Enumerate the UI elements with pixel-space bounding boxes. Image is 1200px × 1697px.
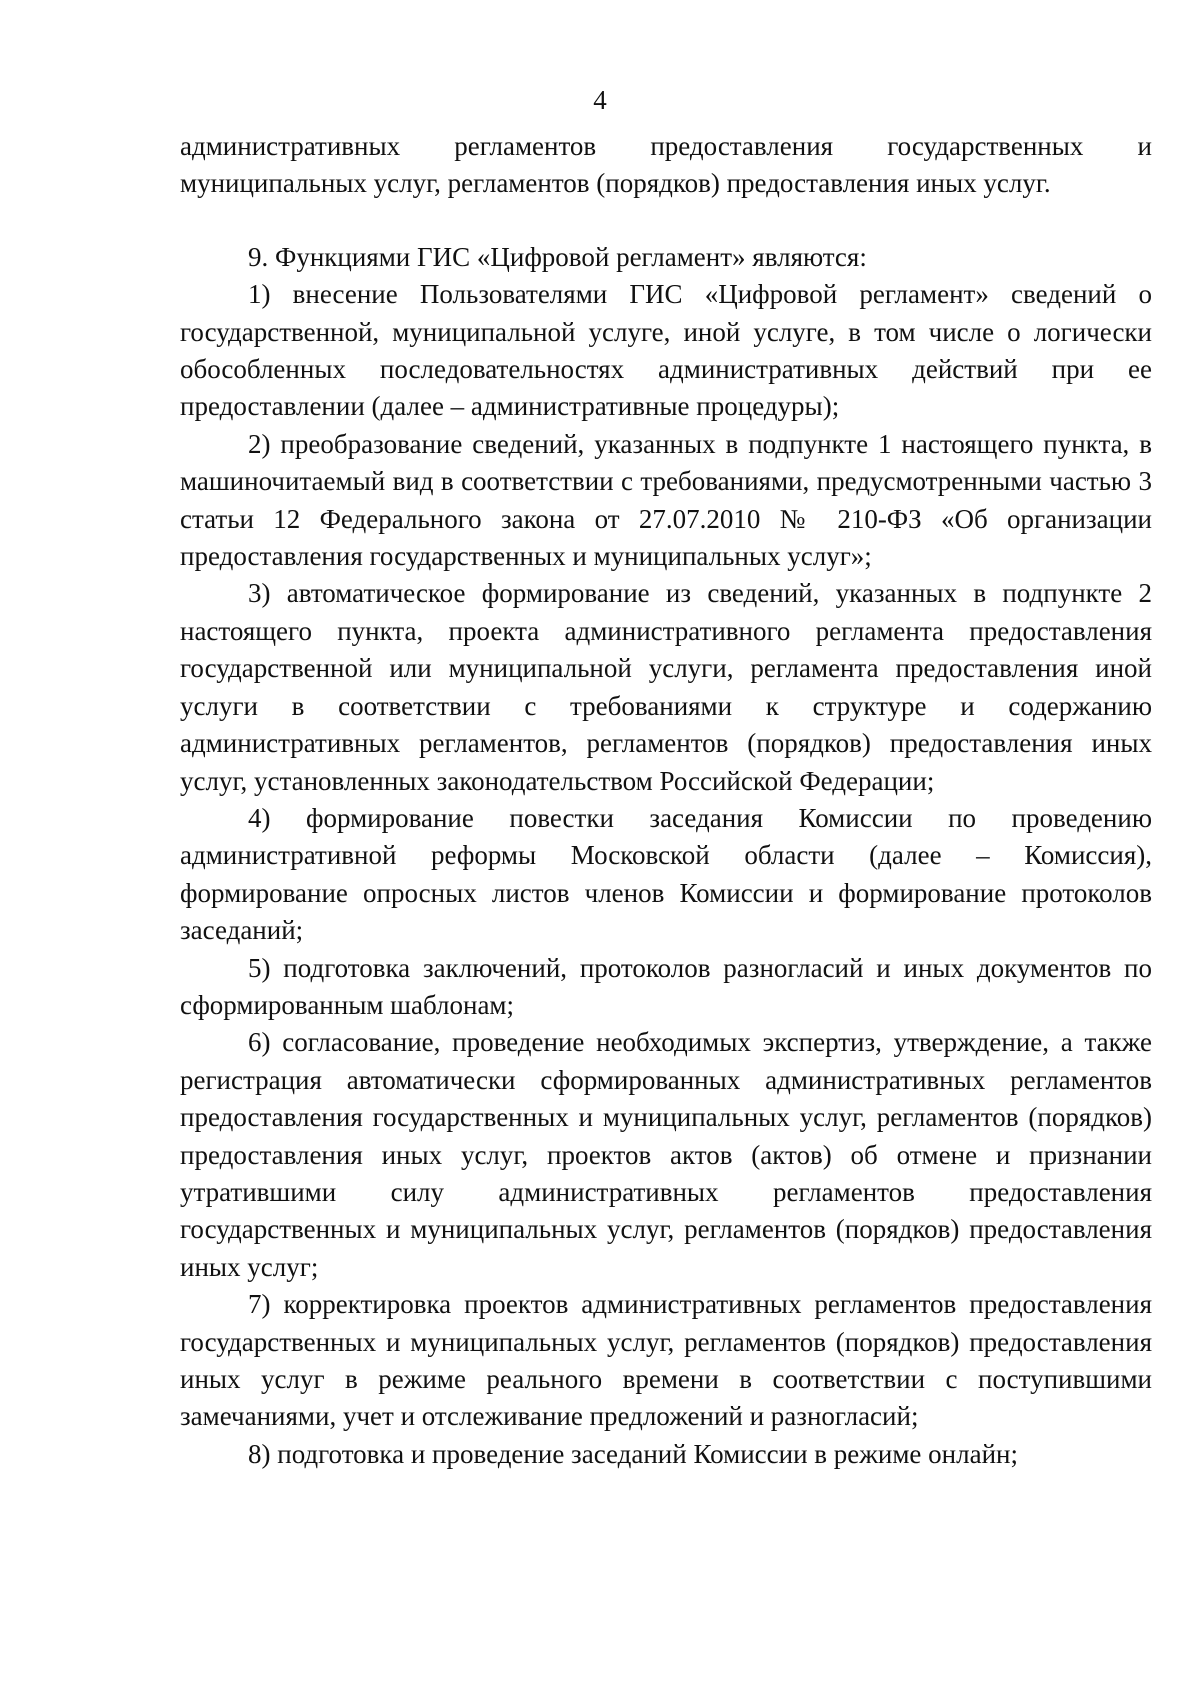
- paragraph-continuation: административных регламентов предоставления государственных и муниципальных услуг, регламентов (порядков) предоставления иных услуг.: [180, 131, 1152, 199]
- paragraph-subitem-6: 6) согласование, проведение необходимых экспертиз, утверждение, а также регистрация автоматически сформированных административных регламентов предоставления государственных и муниципальных услуг, регламентов (порядков) предоставления иных услуг, проектов актов (актов) об отмене и признании утратившими силу административных регламентов предоставления государственных и муниципальных услуг, регламентов (порядков) предоставления иных услуг;: [180, 1027, 1152, 1282]
- paragraph-subitem-4: 4) формирование повестки заседания Комиссии по проведению административной реформы Московской области (далее – Комиссия), формирование опросных листов членов Комиссии и формирование протоколов заседаний;: [180, 802, 1152, 946]
- paragraph-subitem-3: 3) автоматическое формирование из сведений, указанных в подпункте 2 настоящего пункта, проекта административного регламента предоставления государственной или муниципальной услуги, регламента предоставления иной услуги в соответствии с требованиями к структуре и содержанию административных регламентов, регламентов (порядков) предоставления иных услуг, установленных законодательством Российской Федерации;: [180, 578, 1152, 796]
- page-number: 4: [593, 85, 607, 115]
- paragraph-subitem-5: 5) подготовка заключений, протоколов разногласий и иных документов по сформированным шаблонам;: [180, 952, 1152, 1020]
- document-body: [180, 128, 1152, 1473]
- paragraph-item-9-heading: 9. Функциями ГИС «Цифровой регламент» являются:: [248, 241, 867, 272]
- paragraph-subitem-7: 7) корректировка проектов административных регламентов предоставления государственных и муниципальных услуг, регламентов (порядков) предоставления иных услуг в режиме реального времени в соответствии с поступившими замечаниями, учет и отслеживание предложений и разногласий;: [180, 1289, 1152, 1432]
- paragraph-subitem-8: 8) подготовка и проведение заседаний Комиссии в режиме онлайн;: [248, 1438, 1018, 1469]
- paragraph-subitem-1: 1) внесение Пользователями ГИС «Цифровой регламент» сведений о государственной, муниципальной услуге, иной услуге, в том числе о логически обособленных последовательностях административных действий при ее предоставлении (далее – административные процедуры);: [180, 279, 1152, 422]
- paragraph-subitem-2: 2) преобразование сведений, указанных в подпункте 1 настоящего пункта, в машиночитаемый вид в соответствии с требованиями, предусмотренными частью 3 статьи 12 Федерального закона от 27.07.2010 № 210-ФЗ «Об организации предоставления государственных и муниципальных услуг»;: [180, 428, 1152, 572]
